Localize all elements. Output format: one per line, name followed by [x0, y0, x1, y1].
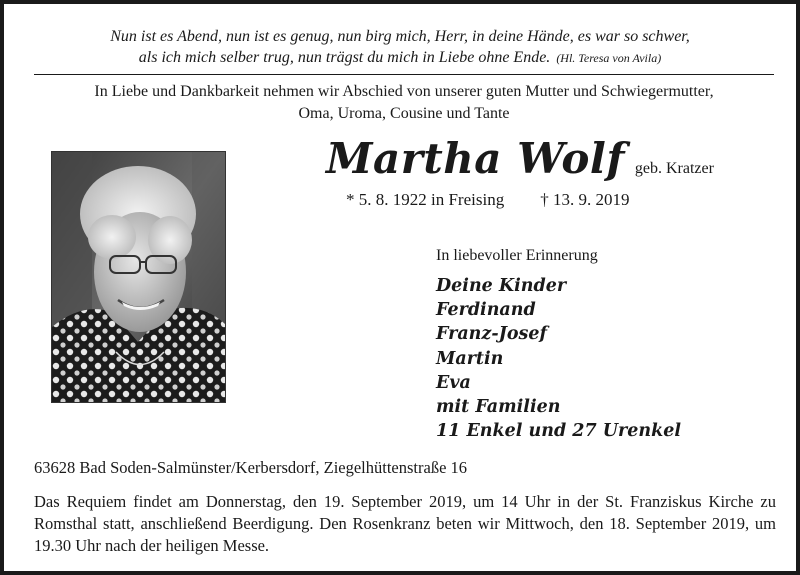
life-dates — [346, 190, 629, 210]
mourner-line: Eva — [436, 372, 471, 393]
mourners-list — [436, 274, 681, 443]
intro-line-1: In Liebe und Dankbarkeit nehmen wir Abschied von unserer guten Mutter und Schwiegermutter, — [94, 83, 714, 100]
quote-line-2-text: als ich mich selber trug, nun trägst du mich in Liebe ohne Ende. — [138, 49, 551, 66]
maiden-name: geb. Kratzer — [634, 160, 714, 177]
birth-date: * 5. 8. 1922 in Freising — [346, 190, 505, 209]
deceased-name: Martha Wolf — [326, 134, 625, 183]
divider-line — [34, 74, 774, 75]
quote-line-2 — [24, 47, 776, 69]
mourner-line: mit Familien — [436, 397, 561, 418]
requiem-notice: Das Requiem findet am Donnerstag, den 19. September 2019, um 14 Uhr in der St. Franziskus Kirche zu Romsthal statt, anschließend Beerdigung. Den Rosenkranz beten wir Mittwoch, den 18. September 2019, um 19.30 Uhr nach der heiligen Messe. — [34, 492, 776, 555]
mourner-line: 11 Enkel und 27 Urenkel — [436, 421, 681, 442]
mourner-line: Martin — [436, 348, 504, 369]
farewell-intro — [24, 81, 784, 125]
memorial-quote — [24, 26, 776, 69]
memory-heading: In liebevoller Erinnerung — [436, 247, 598, 264]
mourner-line: Franz-Josef — [436, 324, 548, 345]
intro-line-2: Oma, Uroma, Cousine und Tante — [298, 105, 510, 122]
portrait-image — [52, 152, 225, 402]
mourner-line: Deine Kinder — [436, 276, 567, 296]
mourner-line: Ferdinand — [436, 300, 536, 321]
portrait-photo — [51, 151, 226, 403]
family-address: 63628 Bad Soden-Salmünster/Kerbersdorf, Ziegelhüttenstraße 16 — [34, 458, 468, 477]
death-date: † 13. 9. 2019 — [540, 190, 630, 209]
quote-attribution: (Hl. Teresa von Avila) — [556, 51, 662, 65]
quote-line-1: Nun ist es Abend, nun ist es genug, nun birg mich, Herr, in deine Hände, es war so schwer, — [110, 28, 690, 45]
deceased-name-line — [326, 134, 714, 183]
